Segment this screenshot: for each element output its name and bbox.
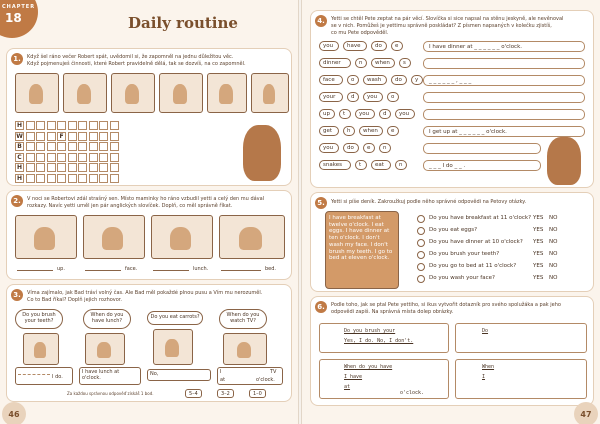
crossword-cell[interactable] (57, 174, 66, 183)
word-chip[interactable]: you (395, 109, 415, 119)
exercise-3-footer: Za každou správnou odpověď získáš 1 bod. (67, 391, 154, 396)
word-chip[interactable]: h (343, 126, 355, 136)
no-option[interactable]: NO (549, 227, 558, 233)
crossword-grid[interactable] (15, 121, 119, 183)
questionnaire-card-1[interactable] (319, 323, 449, 353)
crossword-cell[interactable] (110, 121, 119, 130)
word-chip[interactable]: get (319, 126, 339, 136)
crossword-cell[interactable] (78, 142, 87, 151)
q3-answer-at: at (344, 384, 351, 390)
answer-sentence-box[interactable]: _ _ _ I do _ _ . (423, 160, 541, 171)
question-text: Do you wash your face? (429, 275, 495, 281)
score-box-mid: 3–2 (217, 389, 234, 398)
crossword-cell[interactable] (36, 153, 45, 162)
question-text: Do you have breakfast at 11 o'clock? (429, 215, 532, 221)
chapter-number: 18 (5, 11, 22, 25)
comic-panel-4 (159, 73, 203, 113)
answer-suffix-1: up. (57, 266, 65, 272)
word-chip[interactable]: eat (371, 160, 391, 170)
word-chip[interactable]: you (355, 109, 375, 119)
crossword-cell[interactable] (36, 142, 45, 151)
word-chip[interactable]: face (319, 75, 343, 85)
crossword-cell[interactable] (89, 174, 98, 183)
exercise-5 (310, 192, 594, 292)
word-chip[interactable]: e (387, 126, 399, 136)
answer-box-1[interactable] (15, 367, 73, 385)
answer-text-4a: I (220, 369, 222, 375)
answer-sentence-box[interactable] (423, 92, 585, 103)
word-chip[interactable]: s (399, 58, 411, 68)
crossword-cell[interactable] (110, 174, 119, 183)
crossword-row (15, 132, 119, 141)
crossword-cell[interactable] (68, 142, 77, 151)
crossword-cell[interactable]: B (15, 142, 24, 151)
crossword-cell[interactable]: C (15, 153, 24, 162)
comic-panel-5 (207, 73, 247, 113)
crossword-cell[interactable]: F (57, 132, 66, 141)
word-chip[interactable]: do (371, 41, 387, 51)
exercise-5-number: 5. (315, 197, 327, 209)
word-chip[interactable]: you (363, 92, 383, 102)
answer-sentence-box[interactable] (423, 143, 541, 154)
crossword-cell[interactable] (78, 174, 87, 183)
crossword-cell[interactable]: H (16, 122, 23, 129)
chapter-label: CHAPTER (2, 4, 36, 10)
crossword-cell[interactable] (57, 121, 66, 130)
exercise-3-number: 3. (11, 289, 23, 301)
word-chip[interactable]: d (347, 92, 359, 102)
answer-line-1[interactable] (17, 263, 53, 271)
crossword-cell[interactable] (99, 174, 108, 183)
crossword-cell[interactable] (47, 121, 56, 130)
exercise-5-instruction: Yetti si píše deník. Zakroužkuj podle něho správné odpovědi na Petovy otázky. (331, 199, 527, 205)
crossword-cell[interactable] (47, 142, 56, 151)
exercise-1-instruction-1: Když šel ráno večer Robert spát, uvědomil si, že zapomněl na jednu důležitou věc. (27, 54, 234, 60)
question-bubble-1: Do you brush your teeth? (15, 309, 63, 329)
answer-sentence-box[interactable]: _ _ _ _ _ _ , _ _ _ (423, 75, 585, 86)
circle-marker (417, 239, 425, 247)
question-row (417, 275, 563, 284)
crossword-cell[interactable] (78, 121, 87, 130)
exercise-1 (6, 48, 292, 186)
comic-panel-3 (111, 73, 155, 113)
crossword-cell[interactable] (47, 163, 56, 172)
comic-panel-1 (15, 73, 59, 113)
crossword-row (15, 163, 119, 172)
answer-line-4[interactable] (221, 263, 261, 271)
crossword-cell[interactable] (89, 142, 98, 151)
crossword-row (15, 142, 119, 151)
crossword-cell[interactable] (89, 153, 98, 162)
crossword-cell[interactable] (47, 132, 56, 141)
bad-character-1 (23, 333, 59, 365)
yetti-picture-1 (15, 215, 77, 259)
answer-box-3[interactable] (147, 369, 211, 381)
crossword-cell[interactable] (99, 153, 108, 162)
word-chip[interactable]: snakes (319, 160, 351, 170)
crossword-cell[interactable] (99, 121, 108, 130)
crossword-cell[interactable] (26, 121, 35, 130)
question-row (417, 215, 563, 224)
vim-character-2 (85, 333, 125, 365)
word-chip[interactable]: dinner (319, 58, 351, 68)
word-chip[interactable]: have (343, 41, 367, 51)
crossword-cell[interactable]: H (16, 164, 23, 171)
word-chip[interactable]: do (343, 143, 359, 153)
crossword-cell[interactable] (57, 153, 66, 162)
q3-prompt: When do you have (344, 364, 393, 370)
question-row (417, 263, 563, 272)
crossword-cell[interactable] (78, 163, 87, 172)
yes-option[interactable]: YES (533, 227, 544, 233)
question-bubble-3: Do you eat carrots? (147, 311, 203, 325)
vim-character-3 (153, 329, 193, 365)
circle-marker (417, 275, 425, 283)
crossword-cell[interactable] (26, 132, 35, 141)
crossword-row (15, 153, 119, 162)
exercise-6-number: 6. (315, 301, 327, 313)
no-option[interactable]: NO (549, 251, 558, 257)
answer-text-1: I do. (52, 374, 63, 380)
crossword-cell[interactable] (78, 153, 87, 162)
word-chip[interactable]: when (371, 58, 395, 68)
question-bubble-2: When do you have lunch? (83, 309, 131, 329)
crossword-row (15, 174, 119, 183)
answer-line-3[interactable] (153, 263, 189, 271)
crossword-cell[interactable] (26, 153, 35, 162)
crossword-cell[interactable] (26, 142, 35, 151)
circle-marker (417, 251, 425, 259)
question-text: Do you brush your teeth? (429, 251, 500, 257)
exercise-2-instruction-1: V noci se Robertovi zdál strašný sen. Místo maminky ho ráno vzbudil yetti a celý den mu dával (27, 196, 265, 202)
question-text: Do you have dinner at 10 o'clock? (429, 239, 523, 245)
crossword-cell[interactable] (26, 163, 35, 172)
crossword-cell[interactable] (110, 132, 119, 141)
exercise-4-instruction-3: co mu Pete odpověděl. (331, 30, 389, 36)
word-chip[interactable]: your (319, 92, 343, 102)
q4-prompt: When (482, 364, 495, 370)
word-chip[interactable]: n (395, 160, 407, 170)
exercise-3-instruction-2: Co to Bad říkal? Doplň jejich rozhovor. (27, 297, 122, 303)
robert-robot-illustration (243, 125, 281, 181)
word-chip[interactable]: up (319, 109, 335, 119)
questionnaire-card-3[interactable] (319, 359, 449, 399)
word-chip[interactable]: e (391, 41, 403, 51)
yetti-diary: I have breakfast at twelve o'clock. I eat eggs. I have dinner at ten o'clock. I don't wash my face. I don't brush my teeth. I go to bed at eleven o'clock. (325, 211, 399, 289)
crossword-cell[interactable] (68, 153, 77, 162)
word-chip[interactable]: do (391, 75, 407, 85)
exercise-4-number: 4. (315, 15, 327, 27)
exercise-2-number: 2. (11, 195, 23, 207)
yes-option[interactable]: YES (533, 215, 544, 221)
exercise-4 (310, 10, 594, 188)
word-chip[interactable]: you (319, 41, 339, 51)
answer-line-2[interactable] (85, 263, 121, 271)
q1-prompt: Do you brush your (344, 328, 396, 334)
word-chip[interactable]: e (363, 143, 375, 153)
q2-prompt: Do (482, 328, 489, 334)
answer-suffix-4: bed. (265, 266, 277, 272)
word-chip[interactable]: o (387, 92, 399, 102)
chapter-badge (0, 0, 38, 38)
yetti-picture-2 (83, 215, 145, 259)
exercise-6-instruction-2: odpovědi zapiš. Na správná místa dolep obrázky. (331, 309, 454, 315)
crossword-cell[interactable] (36, 163, 45, 172)
circle-marker (417, 263, 425, 271)
crossword-cell[interactable] (26, 174, 35, 183)
exercise-4-instruction-1: Yetti se chtěl Pete zeptat na pár věcí. Slovíčka si sice napsal na stěnu jeskyně, ale nevěnoval (331, 16, 564, 22)
crossword-cell[interactable] (99, 142, 108, 151)
exercise-2-instruction-2: rozkazy. Navíc yetti uměl jen pár anglických slovíček. Doplň, co měl správně říkat. (27, 203, 233, 209)
crossword-cell[interactable] (57, 163, 66, 172)
yes-option[interactable]: YES (533, 263, 544, 269)
no-option[interactable]: NO (549, 263, 558, 269)
word-chip[interactable]: n (355, 58, 367, 68)
page-title: Daily routine (128, 14, 238, 32)
crossword-cell[interactable] (68, 163, 77, 172)
question-list (311, 193, 595, 293)
question-text: Do you go to bed at 11 o'clock? (429, 263, 517, 269)
yetti-picture-3 (151, 215, 213, 259)
answer-suffix-2: face. (125, 266, 138, 272)
answer-text-3: No, (150, 371, 159, 377)
question-bubble-4: When do you watch TV? (219, 309, 267, 329)
crossword-cell[interactable] (57, 142, 66, 151)
circle-marker (417, 215, 425, 223)
q1-options: Yes, I do. No, I don't. (344, 338, 414, 344)
score-box-high: 5–4 (185, 389, 202, 398)
answer-text-4b: TV (270, 369, 277, 375)
crossword-cell[interactable]: W (16, 132, 23, 140)
answer-blank-1 (18, 374, 50, 375)
page-number-right: 47 (574, 402, 598, 424)
crossword-cell[interactable] (68, 174, 77, 183)
crossword-cell[interactable] (78, 132, 87, 141)
answer-text-4d: o'clock. (256, 377, 275, 383)
answer-text-4c: at (220, 377, 226, 383)
circle-marker (417, 227, 425, 235)
word-chip[interactable]: y (411, 75, 423, 85)
yetti-picture-4 (219, 215, 285, 259)
no-option[interactable]: NO (549, 239, 558, 245)
no-option[interactable]: NO (549, 275, 558, 281)
yes-option[interactable]: YES (533, 251, 544, 257)
crossword-cell[interactable] (68, 132, 77, 141)
word-chip[interactable]: wash (363, 75, 387, 85)
crossword-cell[interactable] (68, 121, 77, 130)
left-page (0, 0, 298, 424)
word-chip[interactable]: t (339, 109, 351, 119)
exercise-6-instruction-1: Podle toho, jak se ptal Pete yettiho, si ikus vytvořit dotazník pro svého spolužáka a pak jeho (331, 302, 561, 308)
answer-sentence-box[interactable] (423, 58, 585, 69)
crossword-cell[interactable] (110, 153, 119, 162)
q3-answer-end: o'clock. (400, 390, 425, 396)
vim-character-4 (223, 333, 267, 365)
word-chip[interactable]: you (319, 143, 339, 153)
answer-sentence-box[interactable] (423, 109, 585, 120)
exercise-2 (6, 190, 292, 280)
exercise-1-number: 1. (11, 53, 23, 65)
crossword-cell[interactable] (47, 153, 56, 162)
question-row (417, 251, 563, 260)
crossword-cell[interactable] (36, 174, 45, 183)
page-number-left: 46 (2, 402, 26, 424)
word-chip[interactable]: when (359, 126, 383, 136)
crossword-cell[interactable] (89, 121, 98, 130)
comic-panel-2 (63, 73, 107, 113)
right-page (302, 0, 600, 424)
questionnaire-card-2[interactable] (455, 323, 587, 353)
question-text: Do you eat eggs? (429, 227, 478, 233)
q3-answer-start: I have (344, 374, 363, 380)
crossword-cell[interactable]: H (16, 174, 23, 182)
no-option[interactable]: NO (549, 215, 558, 221)
answer-box-2[interactable] (79, 367, 141, 385)
crossword-cell[interactable] (36, 132, 45, 141)
crossword-cell[interactable] (89, 163, 98, 172)
word-chip[interactable]: o (347, 75, 359, 85)
crossword-cell[interactable] (99, 132, 108, 141)
crossword-row (15, 121, 119, 130)
word-chip[interactable]: t (355, 160, 367, 170)
answer-sentence-box[interactable]: I get up at _ _ _ _ _ _ o'clock. (423, 126, 585, 137)
exercise-4-instruction-2: se v nich. Pomůžeš je yettimu správně poskládat? Z písmen napsaných v kolečku zjistíš, (331, 23, 552, 29)
q4-answer: I (482, 374, 486, 380)
word-chip[interactable]: d (379, 109, 391, 119)
answer-box-4[interactable] (217, 367, 283, 385)
yes-option[interactable]: YES (533, 275, 544, 281)
crossword-cell[interactable] (99, 163, 108, 172)
answer-suffix-3: lunch. (193, 266, 209, 272)
questionnaire-card-4[interactable] (455, 359, 587, 399)
score-box-low: 1–0 (249, 389, 266, 398)
yetti-illustration (547, 137, 581, 185)
exercise-3-instruction-1: Víma zajímalo, jak Bad tráví volný čas. Ale Bad měl pokaždé plnou pusu a Vím mu nerozuměl. (27, 290, 263, 296)
yes-option[interactable]: YES (533, 239, 544, 245)
comic-panel-6 (251, 73, 289, 113)
crossword-cell[interactable] (36, 121, 45, 130)
word-chip[interactable]: n (379, 143, 391, 153)
question-row (417, 239, 563, 248)
crossword-cell[interactable] (110, 142, 119, 151)
answer-sentence-box[interactable]: I have dinner at _ _ _ _ _ _ o'clock. (423, 41, 585, 52)
exercise-6 (310, 296, 594, 406)
exercise-1-instruction-2: Když pojmenuješ činnosti, které Robert pravidelně dělá, tak se dozvíš, na co zapomněl. (27, 61, 246, 67)
exercise-3 (6, 284, 292, 402)
crossword-cell[interactable] (47, 174, 56, 183)
crossword-cell[interactable] (110, 163, 119, 172)
question-row (417, 227, 563, 236)
crossword-cell[interactable] (89, 132, 98, 141)
answer-text-2: I have lunch at o'clock. (82, 369, 120, 381)
